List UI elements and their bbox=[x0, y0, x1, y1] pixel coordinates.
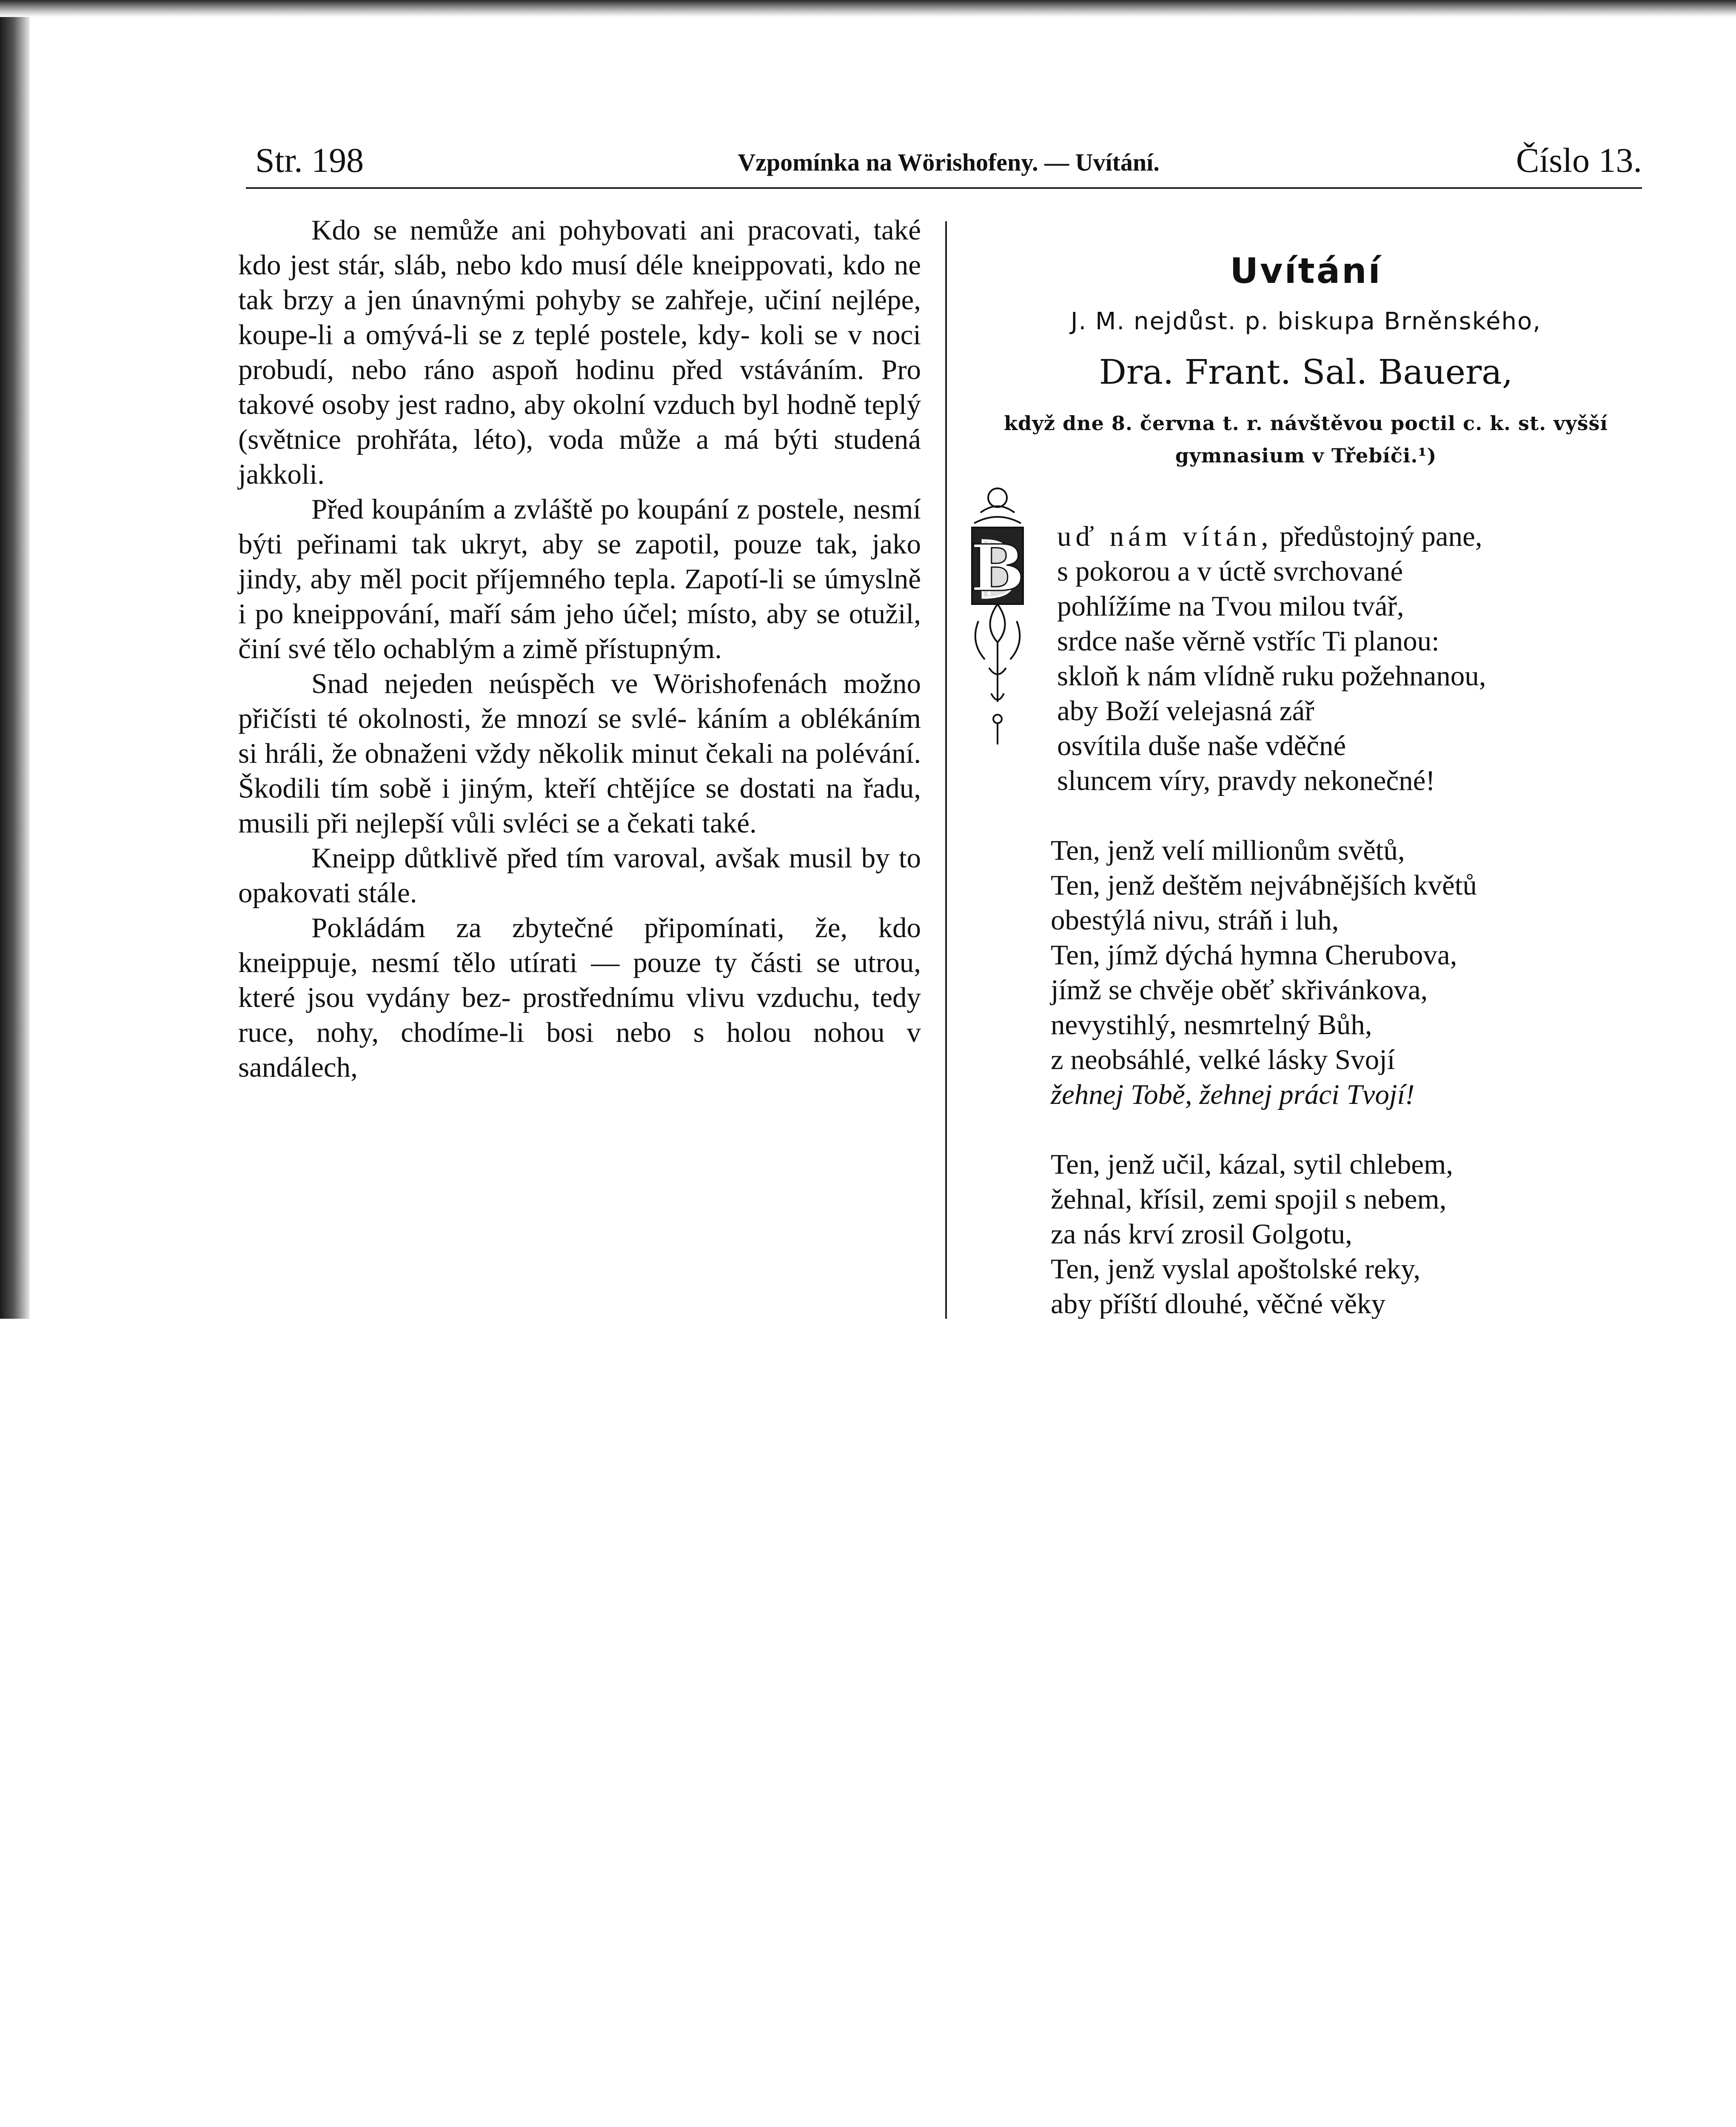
poem-line bbox=[1057, 519, 1646, 554]
poem-line: Ten, jímž dýchá hymna Cherubova, bbox=[1051, 939, 1457, 971]
left-column bbox=[238, 213, 921, 1085]
poem-subtitle: J. M. nejdůst. p. biskupa Brněnského, bbox=[1070, 308, 1542, 335]
scan-edge-left bbox=[0, 0, 30, 1319]
scan-edge-top bbox=[0, 0, 1736, 17]
poem-line: nevystihlý, nesmrtelný Bůh, bbox=[1051, 1009, 1372, 1041]
poem-title: Uvítání bbox=[1230, 251, 1382, 291]
poem-line: žehnal, křísil, zemi spojil s nebem, bbox=[1051, 1183, 1447, 1215]
paragraph: Snad nejeden neúspěch ve Wörishofenách možno přičísti té okolnosti, že mnozí se svlé- káním a oblékáním si hráli, že obnaženi vždy několik minut čekali na polévání. Škodili tím sobě i jiným, kteří chtějíce se dostati na řadu, musili při nejlepší vůli svléci se a čekati také. bbox=[238, 668, 921, 839]
header-rule bbox=[246, 187, 1642, 189]
poem-line: obestýlá nivu, stráň i luh, bbox=[1051, 904, 1339, 936]
poem-line-blessing: žehnej Tobě, žehnej práci Tvojí! bbox=[1051, 1079, 1415, 1110]
poem-line: Ten, jenž deštěm nejvábnějších květů bbox=[1051, 870, 1477, 901]
stanza-3 bbox=[1051, 1147, 1646, 1319]
poem-line: aby Boží velejasná zář bbox=[1057, 695, 1314, 727]
paragraph: Pokládám za zbytečné připomínati, že, kdo kneippuje, nesmí tělo utírati — pouze ty části se utrou, které jsou vydány bez- prostřednímu vlivu vzduchu, tedy ruce, nohy, chodíme-li bosi nebo s holou nohou v sandálech, bbox=[238, 912, 921, 1083]
poem-line-opening: uď nám vítán, bbox=[1057, 521, 1273, 552]
poem-line: sluncem víry, pravdy nekonečné! bbox=[1057, 765, 1435, 796]
page-number: Str. 198 bbox=[255, 141, 364, 180]
poem-line: za nás krví zrosil Golgotu, bbox=[1051, 1218, 1352, 1250]
stanza-1 bbox=[1057, 476, 1646, 798]
column-divider bbox=[945, 221, 947, 1319]
issue-number: Číslo 13. bbox=[1516, 141, 1642, 180]
poem-line: Ten, jenž velí millionům světů, bbox=[1051, 835, 1405, 866]
poem-body bbox=[966, 476, 1646, 1319]
paragraph: Kneipp důtklivě před tím varoval, avšak musil by to opakovati stále. bbox=[238, 842, 921, 909]
honoree-name: Dra. Frant. Sal. Bauera, bbox=[1099, 352, 1513, 392]
poem-line: Ten, jenž učil, kázal, sytil chlebem, bbox=[1051, 1149, 1453, 1180]
poem-line: aby příští dlouhé, věčné věky bbox=[1051, 1288, 1386, 1319]
paragraph: Před koupáním a zvláště po koupání z postele, nesmí býti peřinami tak ukryt, aby se zapotil, pouze tak, jako jindy, aby měl pocit příjemného tepla. Zapotí-li se úmyslně i po kneippování, maří sám jeho účel; místo, aby se otužil, činí své tělo ochablým a zimě přístupným. bbox=[238, 493, 921, 664]
poem-line: skloň k nám vlídně ruku požehnanou, bbox=[1057, 660, 1486, 692]
poem-line: z neobsáhlé, velké lásky Svojí bbox=[1051, 1044, 1395, 1075]
poem-heading bbox=[966, 251, 1646, 472]
poem-occasion: když dne 8. června t. r. návštěvou poctil c. k. st. vyšší gymnasium v Třebíči.¹) bbox=[1004, 412, 1608, 467]
poem-line: osvítila duše naše vděčné bbox=[1057, 730, 1346, 761]
poem-line-rest: předůstojný pane, bbox=[1272, 521, 1482, 552]
poem-line: Ten, jenž vyslal apoštolské reky, bbox=[1051, 1253, 1421, 1285]
poem-line: pohlížíme na Tvou milou tvář, bbox=[1057, 590, 1404, 622]
paragraph: Kdo se nemůže ani pohybovati ani pracovati, také kdo jest stár, sláb, nebo kdo musí déle kneippovati, kdo ne tak brzy a jen únavnými pohyby se zahřeje, učiní nejlépe, koupe-li a omývá-li se z teplé postele, kdy- koli se v noci probudí, nebo ráno aspoň hodinu před vstáváním. Pro takové osoby jest radno, aby okolní vzduch byl hodně teplý (světnice prohřáta, léto), voda může a má býti studená jakkoli. bbox=[238, 214, 921, 490]
poem-line: srdce naše věrně vstříc Ti planou: bbox=[1057, 625, 1440, 657]
blank-area bbox=[0, 1319, 1736, 2127]
running-title: Vzpomínka na Wörishofeny. — Uvítání. bbox=[738, 148, 1160, 176]
svg-text:B: B bbox=[970, 531, 1025, 606]
stanza-2 bbox=[1051, 833, 1646, 1112]
poem-line: jímž se chvěje oběť skřivánkova, bbox=[1051, 974, 1428, 1006]
page-header bbox=[255, 140, 1642, 187]
decorated-initial-icon bbox=[966, 481, 1029, 778]
poem-line: s pokorou a v úctě svrchované bbox=[1057, 556, 1403, 587]
